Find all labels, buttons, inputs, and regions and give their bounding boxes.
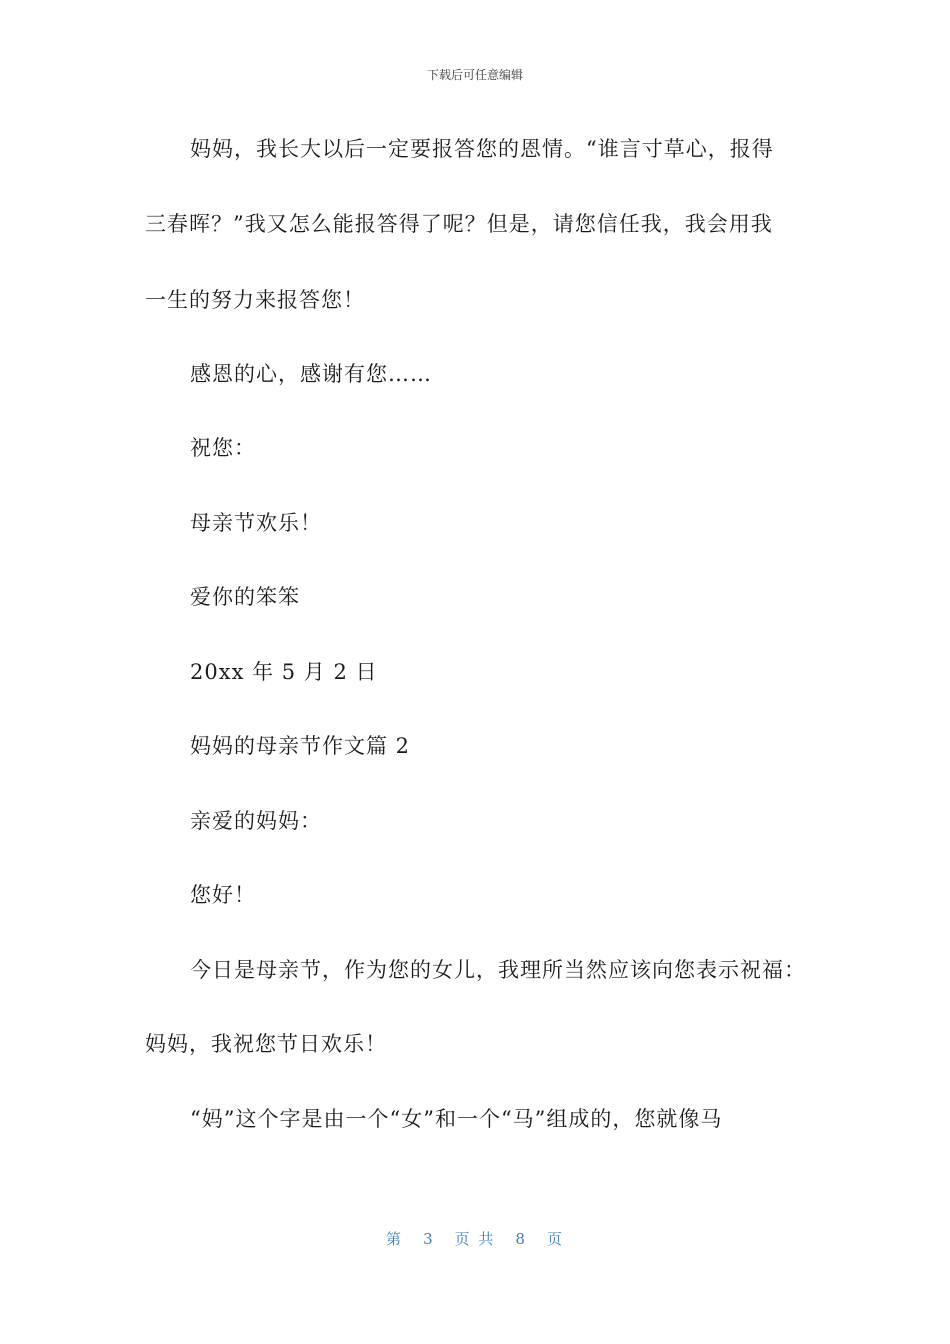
date-line: 20xx 年 5 月 2 日 (190, 660, 378, 684)
page-header: 下载后可任意编辑 (426, 68, 523, 82)
footer-suffix: 页 (546, 1230, 564, 1248)
paragraph-line: “妈”这个字是由一个“女”和一个“马”组成的，您就像马 (190, 1107, 723, 1131)
paragraph-line: 您好！ (190, 883, 256, 907)
paragraph-line: 妈妈，我祝您节日欢乐！ (145, 1032, 387, 1056)
paragraph-line: 母亲节欢乐！ (190, 511, 322, 535)
paragraph-line: 今日是母亲节，作为您的女儿，我理所当然应该向您表示祝福： (190, 958, 806, 982)
footer-page-number: 3 (423, 1230, 435, 1248)
paragraph-line: 三春晖？”我又怎么能报答得了呢？但是，请您信任我，我会用我 (145, 212, 773, 236)
paragraph-line: 祝您： (190, 436, 256, 460)
paragraph-line: 一生的努力来报答您！ (145, 288, 365, 312)
footer-middle: 页 共 (454, 1230, 496, 1248)
paragraph-line: 感恩的心，感谢有您…… (190, 362, 432, 386)
page-footer (0, 1228, 950, 1249)
footer-total-pages: 8 (515, 1230, 527, 1248)
footer-prefix: 第 (386, 1230, 404, 1248)
paragraph-line: 爱你的笨笨 (190, 585, 300, 609)
paragraph-line: 妈妈，我长大以后一定要报答您的恩情。“谁言寸草心，报得 (190, 137, 774, 161)
paragraph-line: 亲爱的妈妈： (190, 809, 322, 833)
section-title: 妈妈的母亲节作文篇 2 (190, 734, 411, 758)
